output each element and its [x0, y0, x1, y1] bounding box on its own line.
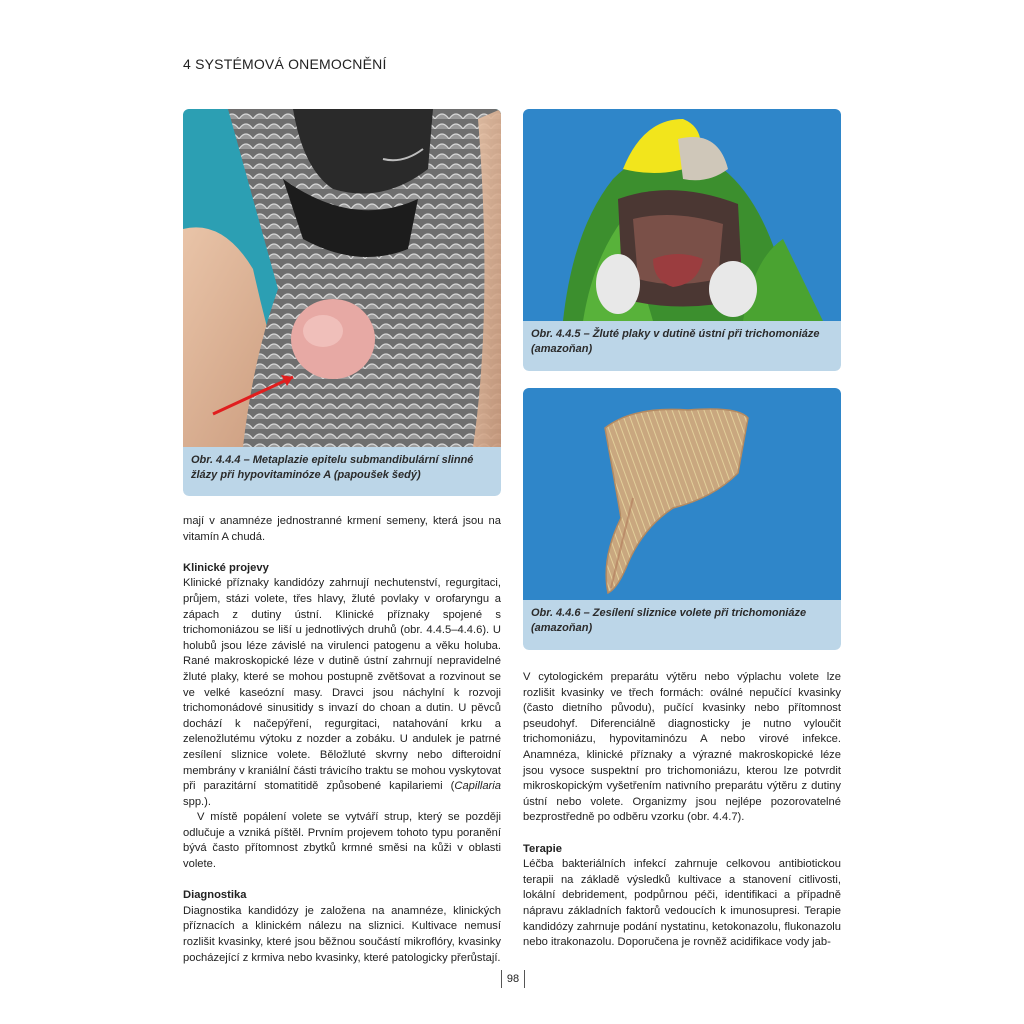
paragraph-clinical-1: [183, 576, 501, 810]
page-number: 98: [501, 970, 525, 988]
paragraph-clinical-2: V místě popálení volete se vytváří strup, který se později odlučuje a vzniká píštěl. Prvním projevem tohoto typu poranění bývá často přítomnost zbytků krmné směsi na kůži v oblasti volete.: [183, 811, 501, 871]
photo-crop-mucosa: [523, 388, 841, 600]
clinical-text-b: spp.).: [183, 795, 211, 808]
photo-amazon-oral-cavity: [523, 109, 841, 321]
genus-name: Capillaria: [454, 780, 501, 793]
left-text-column: [183, 514, 501, 966]
figure-4-4-5: [523, 109, 841, 371]
clinical-text-a: Klinické příznaky kandidózy zahrnují nechutenství, regurgitaci, průjem, stázi volete, třes hlavy, žluté povlaky v orofaryngu a zápach z dutiny ústní. Klinické příznaky spojené s trichomoniázou se liší u jednotlivých druhů (obr. 4.4.5–4.4.6). U holubů jsou léze závislé na virulenci patogenu a věku holuba. Rané makroskopické léze v dutině ústní zahrnují nepravidelné žluté plaky, které se mohou postupně zvětšovat a rozvinout se ve velké kaseózní masy. Dravci jsou náchylní k rozvoji trichomonádové sinusitidy s invazí do choan a dutin. U pěvců dochází k načepýření, regurgitaci, natahování krku a zelenožlutému výtoku z nozder a zobáku. U andulek je patrné zesílení sliznice volete. Běložluté skvrny nebo difteroidní membrány v kraniální části trávicího traktu se mohou vyskytovat při parazitární stomatitidě způsobené kapilariemi (: [183, 577, 501, 793]
figure-caption: Obr. 4.4.5 – Žluté plaky v dutině ústní při trichomoniáze (amazoňan): [523, 321, 841, 371]
paragraph-diagnostics: Diagnostika kandidózy je založena na anamnéze, klinických příznacích a klinickém nálezu na sliznici. Kultivace nemusí rozlišit kvasinky, které jsou běžnou součástí mikroflóry, kvasinky pocházející z krmiva nebo kvasinky, které patologicky přerůstají.: [183, 904, 501, 964]
paragraph-intro: mají v anamnéze jednostranné krmení semeny, která jsou na vitamín A chudá.: [183, 515, 501, 543]
paragraph-cytology: V cytologickém preparátu výtěru nebo výplachu volete lze rozlišit kvasinky ve třech formách: oválné nepučící kvasinky (často dietního původu), pučící kvasinky nebo přítomnost pseudohyf. Diferenciálně diagnosticky je nutno vyloučit trichomoniázu, hypovitaminózu A nebo virové infekce. Anamnéza, klinické příznaky a výrazné makroskopické léze jsou vysoce suspektní pro trichomoniázu, kterou lze potvrdit mikroskopickým vyšetřením nativního preparátu výtěru z dutiny ústní nebo volete. Organizmy jsou nejlépe pozorovatelné bezprostředně po odběru vzorku (obr. 4.4.7).: [523, 671, 841, 824]
photo-parrot-gland: [183, 109, 501, 447]
figure-caption: Obr. 4.4.6 – Zesílení sliznice volete při trichomoniáze (amazoňan): [523, 600, 841, 650]
figure-4-4-6: [523, 388, 841, 650]
paragraph-therapy: Léčba bakteriálních infekcí zahrnuje celkovou antibiotickou terapii na základě výsledků kultivace a stanovení citlivosti, lokální debridement, podpůrnou péči, identifikaci a případně nápravu základních faktorů vedoucích k imunosupresi. Terapie kandidózy zahrnuje podání nystatinu, ketokonazolu, flukonazolu nebo itrakonazolu. Doporučena je rovněž acidifikace vody jab-: [523, 858, 841, 949]
figure-caption: Obr. 4.4.4 – Metaplazie epitelu submandibulární slinné žlázy při hypovitaminóze A (papoušek šedý): [183, 447, 501, 496]
section-heading-clinical: Klinické projevy: [183, 561, 269, 574]
section-heading-diagnostics: Diagnostika: [183, 889, 247, 902]
section-heading-therapy: Terapie: [523, 842, 562, 855]
figure-4-4-4: [183, 109, 501, 496]
chapter-heading: 4 SYSTÉMOVÁ ONEMOCNĚNÍ: [183, 56, 387, 72]
right-text-column: [523, 670, 841, 951]
